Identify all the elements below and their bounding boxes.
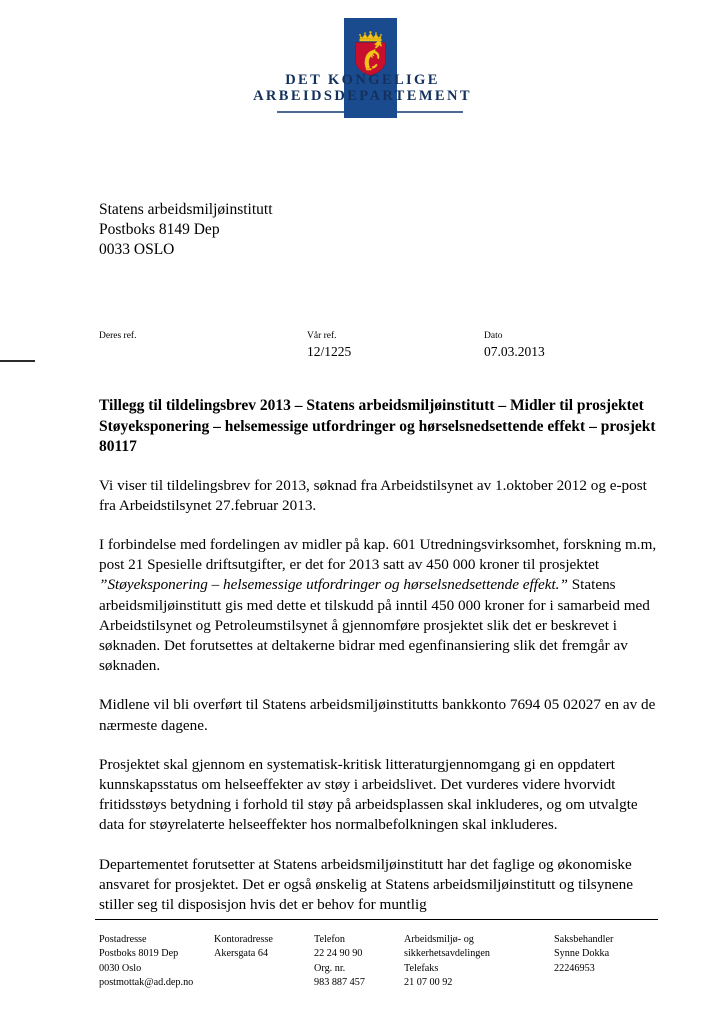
paragraph-3: Midlene vil bli overført til Statens arbeidsmiljøinstitutts bankkonto 7694 05 02027 en av de nærmeste dagene. xyxy=(99,696,656,734)
letterhead-title-line1: DET KONGELIGE xyxy=(285,72,440,88)
footer-column-postal-address xyxy=(99,933,217,991)
footer-caseofficer-label: Saksbehandler xyxy=(554,934,614,945)
footer-column-telephone xyxy=(314,933,406,991)
footer-orgnr-label: Org. nr. xyxy=(314,962,346,974)
footer-department-label: Arbeidsmiljø- og xyxy=(404,934,474,945)
footer-telefax-number: 21 07 00 92 xyxy=(404,977,453,989)
paragraph-5: Departementet forutsetter at Statens arbeidsmiljøinstitutt har det faglige og økonomiske ansvaret for prosjektet. Det er også ønskelig at Statens arbeidsmiljøinstitutt og tilsynene stiller seg til disposisjon hvis det er behov for muntlig xyxy=(99,855,633,913)
dato-value: 07.03.2013 xyxy=(484,344,545,359)
dato-label: Dato xyxy=(484,331,503,341)
letterhead xyxy=(0,0,725,140)
var-ref-label: Vår ref. xyxy=(307,331,337,341)
footer-postal-label: Postadresse xyxy=(99,934,147,945)
letter-body xyxy=(99,396,661,934)
recipient-line-street: Postboks 8149 Dep xyxy=(99,221,220,238)
deres-ref-column xyxy=(99,330,136,360)
footer-office-label: Kontoradresse xyxy=(214,934,273,945)
paragraph-2-project-title: ”Støyeksponering – helsemessige utfordringer og hørselsnedsettende effekt.” xyxy=(99,576,568,594)
footer-telefax-label: Telefaks xyxy=(404,962,439,974)
footer-caseofficer-phone: 22246953 xyxy=(554,962,595,974)
deres-ref-label: Deres ref. xyxy=(99,331,137,341)
footer-department-name: sikkerhetsavdelingen xyxy=(404,948,491,960)
letterhead-divider-block xyxy=(344,108,397,118)
recipient-line-city: 0033 OSLO xyxy=(99,241,175,258)
recipient-line-organisation: Statens arbeidsmiljøinstitutt xyxy=(99,201,273,218)
footer-column-case-officer xyxy=(554,933,669,976)
footer-postal-email: postmottak@ad.dep.no xyxy=(99,977,194,989)
footer-divider xyxy=(95,919,658,920)
footer xyxy=(99,933,669,1003)
reference-row xyxy=(99,330,659,370)
document-heading: Tillegg til tildelingsbrev 2013 – Statens arbeidsmiljøinstitutt – Midler til prosjektet Støyeksponering – helsemessige utfordringer og hørselsnedsettende effekt – prosjekt 80117 xyxy=(99,397,656,455)
var-ref-value: 12/1225 xyxy=(307,344,352,359)
footer-telephone-number: 22 24 90 90 xyxy=(314,948,363,960)
footer-office-street: Akersgata 64 xyxy=(214,948,269,960)
paragraph-1: Vi viser til tildelingsbrev for 2013, søknad fra Arbeidstilsynet av 1.oktober 2012 og e-post fra Arbeidstilsynet 27.februar 2013. xyxy=(99,476,647,514)
footer-column-department xyxy=(404,933,552,991)
footer-column-office-address xyxy=(214,933,319,962)
footer-telephone-label: Telefon xyxy=(314,934,345,945)
footer-postal-box: Postboks 8019 Dep xyxy=(99,948,179,960)
footer-orgnr-number: 983 887 457 xyxy=(314,977,365,989)
fold-mark xyxy=(0,360,35,362)
deres-ref-value xyxy=(99,343,136,360)
paragraph-2-post: Statens arbeidsmiljøinstitutt gis med dette et tilskudd på inntil 450 000 kroner for i samarbeid med Arbeidstilsynet og Petroleumstilsynet å gjennomføre prosjektet slik det er beskrevet i søknaden. Det forutsettes at deltakerne bidrar med egenfinansiering slik det fremgår av søknaden. xyxy=(99,576,650,675)
var-ref-column xyxy=(307,330,351,360)
letterhead-title-line2: ARBEIDSDEPARTEMENT xyxy=(253,88,472,105)
letterhead-title xyxy=(0,72,725,104)
letterhead-divider xyxy=(277,108,463,118)
paragraph-4: Prosjektet skal gjennom en systematisk-kritisk litteraturgjennomgang gi en oppdatert kunnskapsstatus om helseeffekter av støy i arbeidslivet. Det vurderes videre hvorvidt fritidsstøys betydning i forhold til støy på arbeidsplassen skal inkluderes, og om utvalgte data for støyrelaterte helseeffekter hos normalbefolkningen skal inkluderes. xyxy=(99,755,638,834)
paragraph-2 xyxy=(99,535,661,676)
footer-caseofficer-name: Synne Dokka xyxy=(554,948,610,960)
recipient-address xyxy=(99,200,499,260)
norwegian-coat-of-arms-icon xyxy=(352,30,389,76)
paragraph-2-pre: I forbindelse med fordelingen av midler på kap. 601 Utredningsvirksomhet, forskning m.m, post 21 Spesielle driftsutgifter, er det for 2013 satt av 450 000 kroner til prosjektet xyxy=(99,535,657,574)
footer-postal-city: 0030 Oslo xyxy=(99,962,142,974)
dato-column xyxy=(484,330,545,360)
